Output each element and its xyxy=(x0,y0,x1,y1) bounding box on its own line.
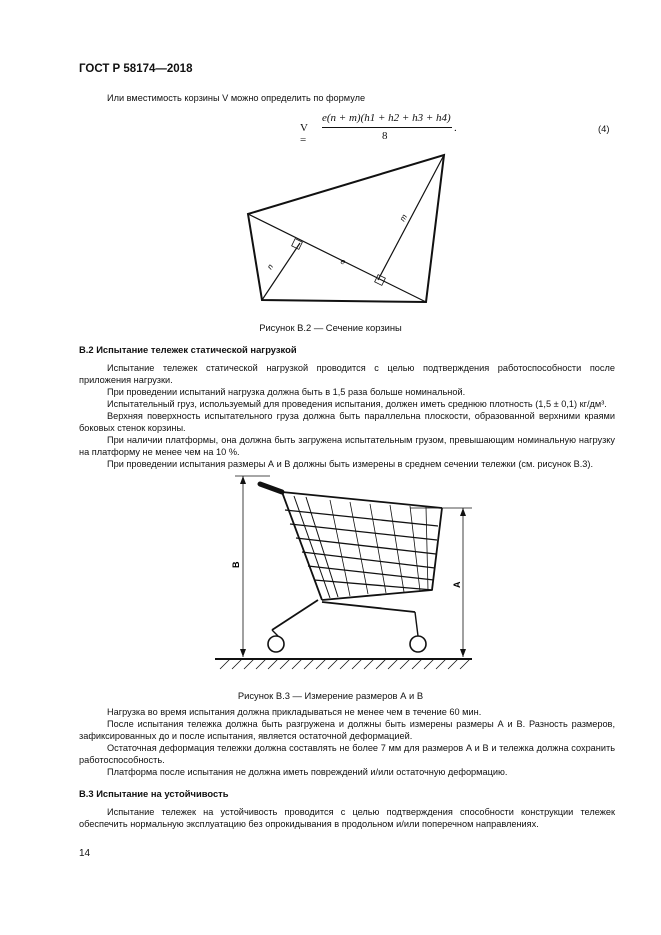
section-b2-paragraph: При проведении испытаний нагрузка должна быть в 1,5 раза больше номинальной. xyxy=(107,387,466,397)
formula-denominator: 8 xyxy=(382,130,388,142)
height-m xyxy=(378,155,444,280)
label-a: А xyxy=(452,581,462,588)
cart-handle xyxy=(260,484,282,492)
label-m: m xyxy=(397,212,410,223)
fraction-bar xyxy=(322,127,452,128)
formula-number: (4) xyxy=(598,123,610,134)
section-b2-paragraph: Испытательный груз, используемый для проведения испытания, должен иметь среднюю плотность (1,5 ± 0,1) кг/дм³. xyxy=(107,399,607,409)
formula-trail: . xyxy=(454,122,457,134)
height-n xyxy=(262,243,300,300)
test-paragraph: Платформа после испытания не должна иметь повреждений и/или остаточную деформацию. xyxy=(107,767,508,777)
shopping-cart xyxy=(260,484,442,652)
cart-wheel xyxy=(268,636,284,652)
test-paragraph: После испытания тележка должна быть разгружена и должны быть измерены размеры А и В. Разность размеров, зафиксированных до и после испытания, является остаточной деформацией. xyxy=(79,719,615,742)
section-b2-paragraph: Испытание тележек статической нагрузкой проводится с целью подтверждения работоспособности после приложения нагрузки. xyxy=(79,363,615,386)
figure-b2-caption: Рисунок В.2 — Сечение корзины xyxy=(259,322,402,333)
section-b2-paragraph: При наличии платформы, она должна быть загружена испытательным грузом, превышающим номинальную нагрузку на платформу не менее чем на 10 %. xyxy=(79,435,615,458)
section-b3-paragraph: Испытание тележек на устойчивость проводится с целью подтверждения способности конструкции тележек обеспечить нормальную эксплуатацию без опрокидывания в продольном и/или поперечном направлениях. xyxy=(79,807,615,830)
cart-wheel xyxy=(410,636,426,652)
intro-text: Или вместимость корзины V можно определить по формуле xyxy=(107,93,366,103)
label-n: n xyxy=(265,262,276,272)
formula-numerator: e(n + m)(h1 + h2 + h3 + h4) xyxy=(322,112,451,124)
section-b3-heading: В.3 Испытание на устойчивость xyxy=(79,788,229,799)
formula-lhs: V = xyxy=(300,122,308,146)
figure-b3-caption: Рисунок В.3 — Измерение размеров А и В xyxy=(237,690,424,701)
label-b: В xyxy=(231,561,241,568)
floor-hatching xyxy=(220,659,470,669)
diagonal-e xyxy=(248,214,426,302)
document-header: ГОСТ Р 58174—2018 xyxy=(79,63,193,75)
section-b2-paragraph: При проведении испытания размеры А и В должны быть измерены в среднем сечении тележки (см. рисунок В.3). xyxy=(107,459,594,469)
page-number: 14 xyxy=(79,848,91,859)
figure-b3-cart-diagram xyxy=(210,472,475,682)
section-b2-paragraph: Верхняя поверхность испытательного груза должна быть параллельна плоскости, образованной верхними краями боковых стенок корзины. xyxy=(79,411,615,434)
test-paragraph: Остаточная деформация тележки должна составлять не более 7 мм для размеров А и В и тележка должна сохранить работоспособность. xyxy=(79,743,615,766)
test-paragraph: Нагрузка во время испытания должна прикладываться не менее чем в течение 60 мин. xyxy=(107,707,482,717)
figure-b2-basket-section xyxy=(230,150,460,315)
label-e: e xyxy=(339,256,348,267)
section-b2-heading: В.2 Испытание тележек статической нагрузкой xyxy=(79,344,297,355)
